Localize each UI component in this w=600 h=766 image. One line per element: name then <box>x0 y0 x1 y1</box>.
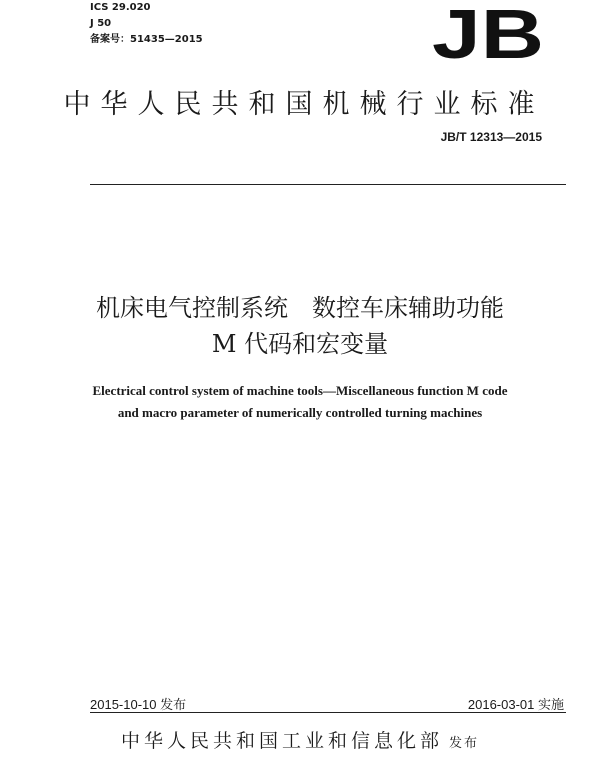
ccs-code: J 50 <box>90 18 112 29</box>
header-divider <box>90 184 566 185</box>
jb-logo-text: JB <box>432 2 544 64</box>
title-english-line2: and macro parameter of numerically controlled turning machines <box>117 405 483 420</box>
publisher-suffix: 发布 <box>449 736 480 751</box>
title-english <box>0 380 600 424</box>
document-metadata <box>90 0 203 48</box>
jb-logo <box>428 2 548 64</box>
ics-code: ICS 29.020 <box>90 2 151 13</box>
title-chinese-line1: 机床电气控制系统 数控车床辅助功能 <box>96 294 504 322</box>
footer-divider <box>90 712 566 713</box>
title-chinese <box>0 290 600 362</box>
standard-organization: 中华人民共和国机械行业标准 <box>63 89 545 120</box>
title-chinese-line2: M 代码和宏变量 <box>211 330 389 358</box>
title-english-line1: Electrical control system of machine tools—Miscellaneous function M code <box>92 383 508 398</box>
implementation-date: 2016-03-01 实施 <box>467 697 564 712</box>
publisher <box>0 726 600 753</box>
publisher-name: 中华人民共和国工业和信息化部 <box>120 730 443 752</box>
standard-code: JB/T 12313—2015 <box>440 130 542 144</box>
record-number: 备案号：51435—2015 <box>90 34 203 45</box>
issue-date: 2015-10-10 发布 <box>90 697 187 712</box>
